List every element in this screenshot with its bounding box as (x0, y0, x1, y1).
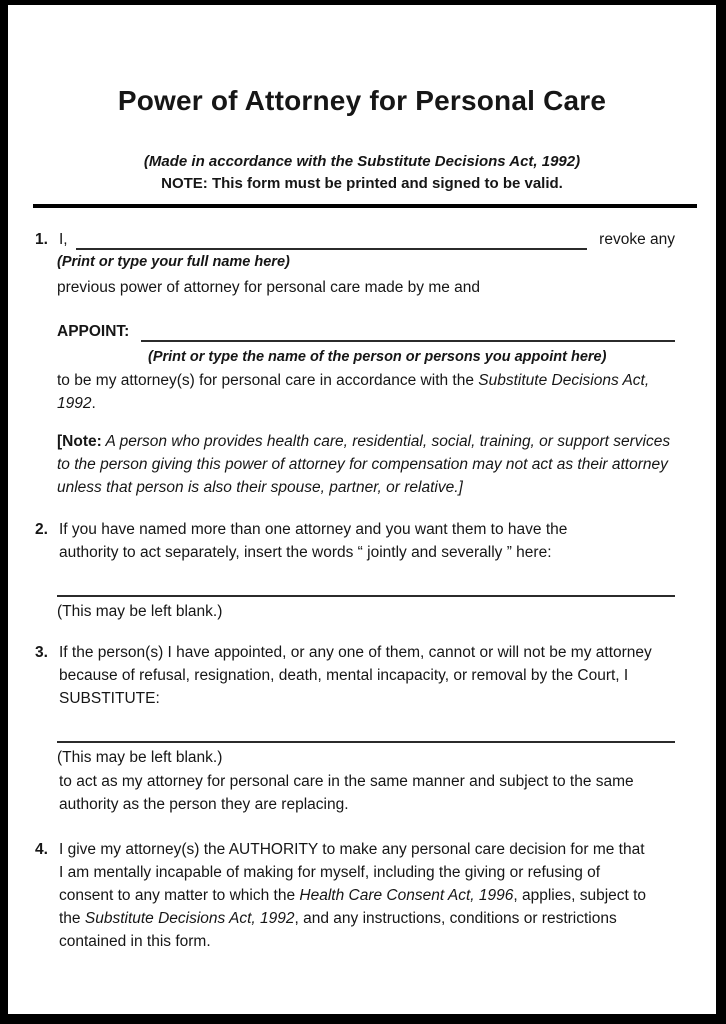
clause-3-row (35, 641, 673, 710)
statute-name-sda: Substitute Decisions Act, 1992 (84, 910, 295, 927)
appointee-caption: (Print or type the name of the person or persons you appoint here) (148, 349, 607, 365)
print-note: NOTE: This form must be printed and signed to be valid. (161, 175, 563, 192)
clause-1-number: 1. (35, 231, 48, 248)
clause-1-lead: I, (59, 231, 68, 248)
appointee-name-field[interactable] (141, 320, 675, 342)
clause-2-number: 2. (35, 521, 48, 538)
appoint-text: to be my attorney(s) for personal care in accordance with the (57, 372, 479, 389)
section-divider (33, 204, 697, 208)
jointly-severally-field[interactable] (57, 577, 675, 597)
page-title: Power of Attorney for Personal Care (117, 85, 607, 116)
appoint-label: APPOINT: (57, 323, 130, 340)
compensation-note (57, 430, 677, 499)
note-body: A person who provides health care, residential, social, training, or support services to the person giving this power of attorney for compensation may not act as their attorney unless that person is also their spouse, partner, or relative.] (57, 433, 671, 496)
form-page (8, 5, 716, 1014)
clause-3-number: 3. (35, 644, 48, 661)
note-label: [Note: (57, 433, 102, 450)
statute-name: Substitute Decisions Act, 1992 (57, 372, 650, 412)
appoint-row (57, 320, 675, 343)
page-subtitle: (Made in accordance with the Substitute Decisions Act, 1992) (143, 153, 581, 170)
full-name-caption: (Print or type your full name here) (57, 254, 290, 270)
appoint-text-end: . (91, 395, 96, 412)
clause-3-blank-caption: (This may be left blank.) (57, 749, 223, 766)
clause-2-row (35, 518, 629, 564)
full-name-field[interactable] (76, 228, 588, 250)
substitute-name-field[interactable] (57, 723, 675, 743)
authority-text-end: , and any instructions, conditions or restrictions contained in this form. (59, 910, 617, 950)
clause-3-text: If the person(s) I have appointed, or any one of them, cannot or will not be my attorney because of refusal, resignation, death, mental incapacity, or removal by the Court, I SUBSTITUTE: (59, 644, 652, 707)
clause-1-continuation: previous power of attorney for personal care made by me and (57, 279, 481, 296)
clause-4-text (59, 838, 651, 953)
clause-1-row (35, 228, 675, 251)
clause-2-blank-caption: (This may be left blank.) (57, 603, 223, 620)
clause-4-number: 4. (35, 841, 48, 858)
clause-4-row (35, 838, 651, 953)
authority-text: I give my attorney(s) the AUTHORITY to make any personal care decision for me that I am mentally incapable of making for myself, including the giving or refusing of consent to any matter to which the (59, 841, 645, 904)
clause-2-text: If you have named more than one attorney and you want them to have the authority to act separately, insert the words “ jointly and severally ” here: (59, 521, 568, 561)
authority-text-mid: , applies, subject to the (59, 887, 647, 927)
statute-name-hcca: Health Care Consent Act, 1996 (299, 887, 514, 904)
clause-3-continuation: to act as my attorney for personal care in the same manner and subject to the same authority as the person they are replacing. (59, 773, 634, 813)
clause-1-revoke-text: revoke any (599, 231, 675, 248)
appoint-paragraph (57, 369, 657, 415)
